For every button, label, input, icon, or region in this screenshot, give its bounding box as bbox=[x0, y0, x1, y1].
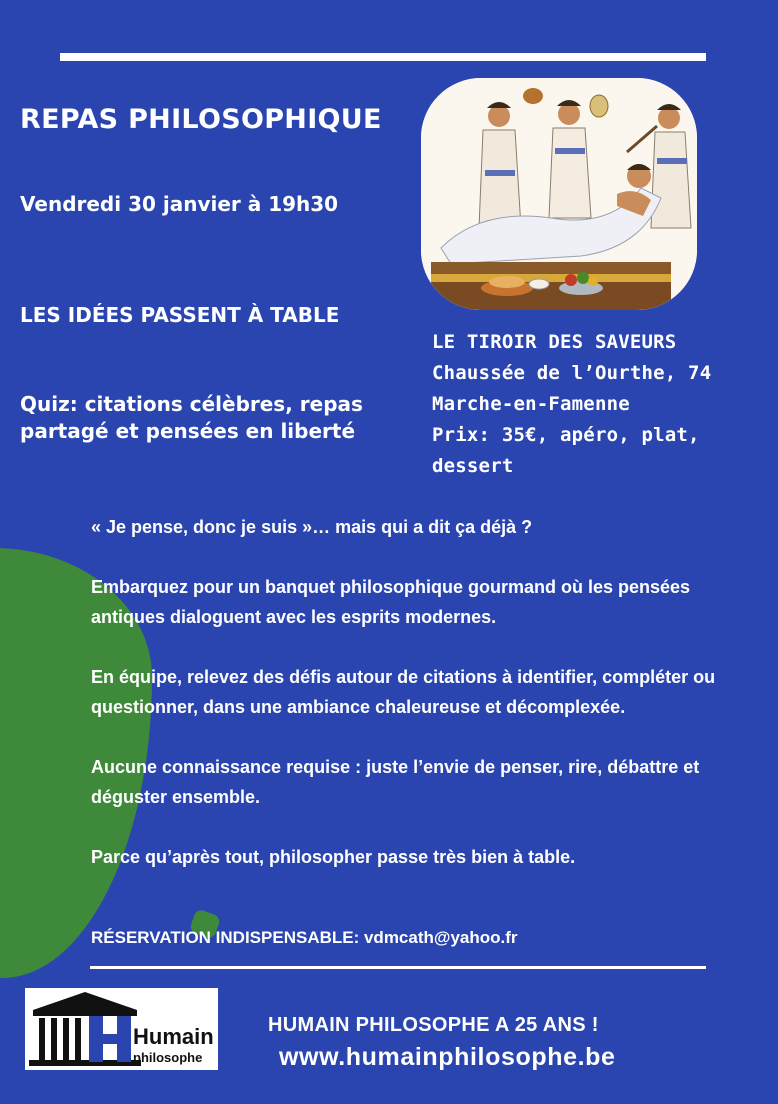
reservation-info: RÉSERVATION INDISPENSABLE: vdmcath@yahoo.fr bbox=[91, 928, 518, 947]
venue-city: Marche-en-Famenne bbox=[432, 393, 630, 415]
venue-price-line-1: Prix: 35€, apéro, plat, bbox=[432, 424, 700, 446]
footer-website-link[interactable]: www.humainphilosophe.be bbox=[279, 1043, 616, 1071]
event-quiz-description: Quiz: citations célèbres, repas partagé et pensées en liberté bbox=[20, 392, 363, 443]
temple-logo-icon bbox=[25, 988, 218, 1070]
venue-name: LE TIROIR DES SAVEURS bbox=[432, 331, 677, 353]
banquet-illustration-icon bbox=[421, 78, 697, 310]
event-description bbox=[91, 512, 751, 872]
couch bbox=[431, 262, 671, 274]
footer-anniversary-title: HUMAIN PHILOSOPHE A 25 ANS ! bbox=[268, 1014, 599, 1036]
humain-philosophe-logo bbox=[25, 988, 218, 1070]
top-divider bbox=[60, 53, 706, 61]
venue-street: Chaussée de l’Ourthe, 74 bbox=[432, 362, 712, 384]
description-paragraph-1: « Je pense, donc je suis »… mais qui a dit ça déjà ? bbox=[91, 517, 533, 537]
description-paragraph-2: Embarquez pour un banquet philosophique gourmand où les pensées antiques dialoguent avec les esprits modernes. bbox=[91, 577, 691, 627]
bottom-divider bbox=[90, 966, 706, 969]
logo-word-2: philosophe bbox=[133, 1050, 203, 1065]
event-date: Vendredi 30 janvier à 19h30 bbox=[20, 192, 339, 216]
venue-price-line-2: dessert bbox=[432, 455, 514, 477]
event-title: REPAS PHILOSOPHIQUE bbox=[20, 104, 382, 135]
event-subtitle: LES IDÉES PASSENT À TABLE bbox=[20, 303, 340, 327]
description-paragraph-5: Parce qu’après tout, philosopher passe très bien à table. bbox=[91, 847, 576, 867]
logo-word-1: Humain bbox=[133, 1024, 214, 1049]
venue-info bbox=[432, 327, 711, 482]
description-paragraph-3: En équipe, relevez des défis autour de citations à identifier, compléter ou questionner, dans une ambiance chaleureuse et décomplexée. bbox=[91, 667, 716, 717]
banquet-illustration bbox=[421, 78, 697, 310]
description-paragraph-4: Aucune connaissance requise : juste l’envie de penser, rire, débattre et déguster ensemble. bbox=[91, 757, 700, 807]
